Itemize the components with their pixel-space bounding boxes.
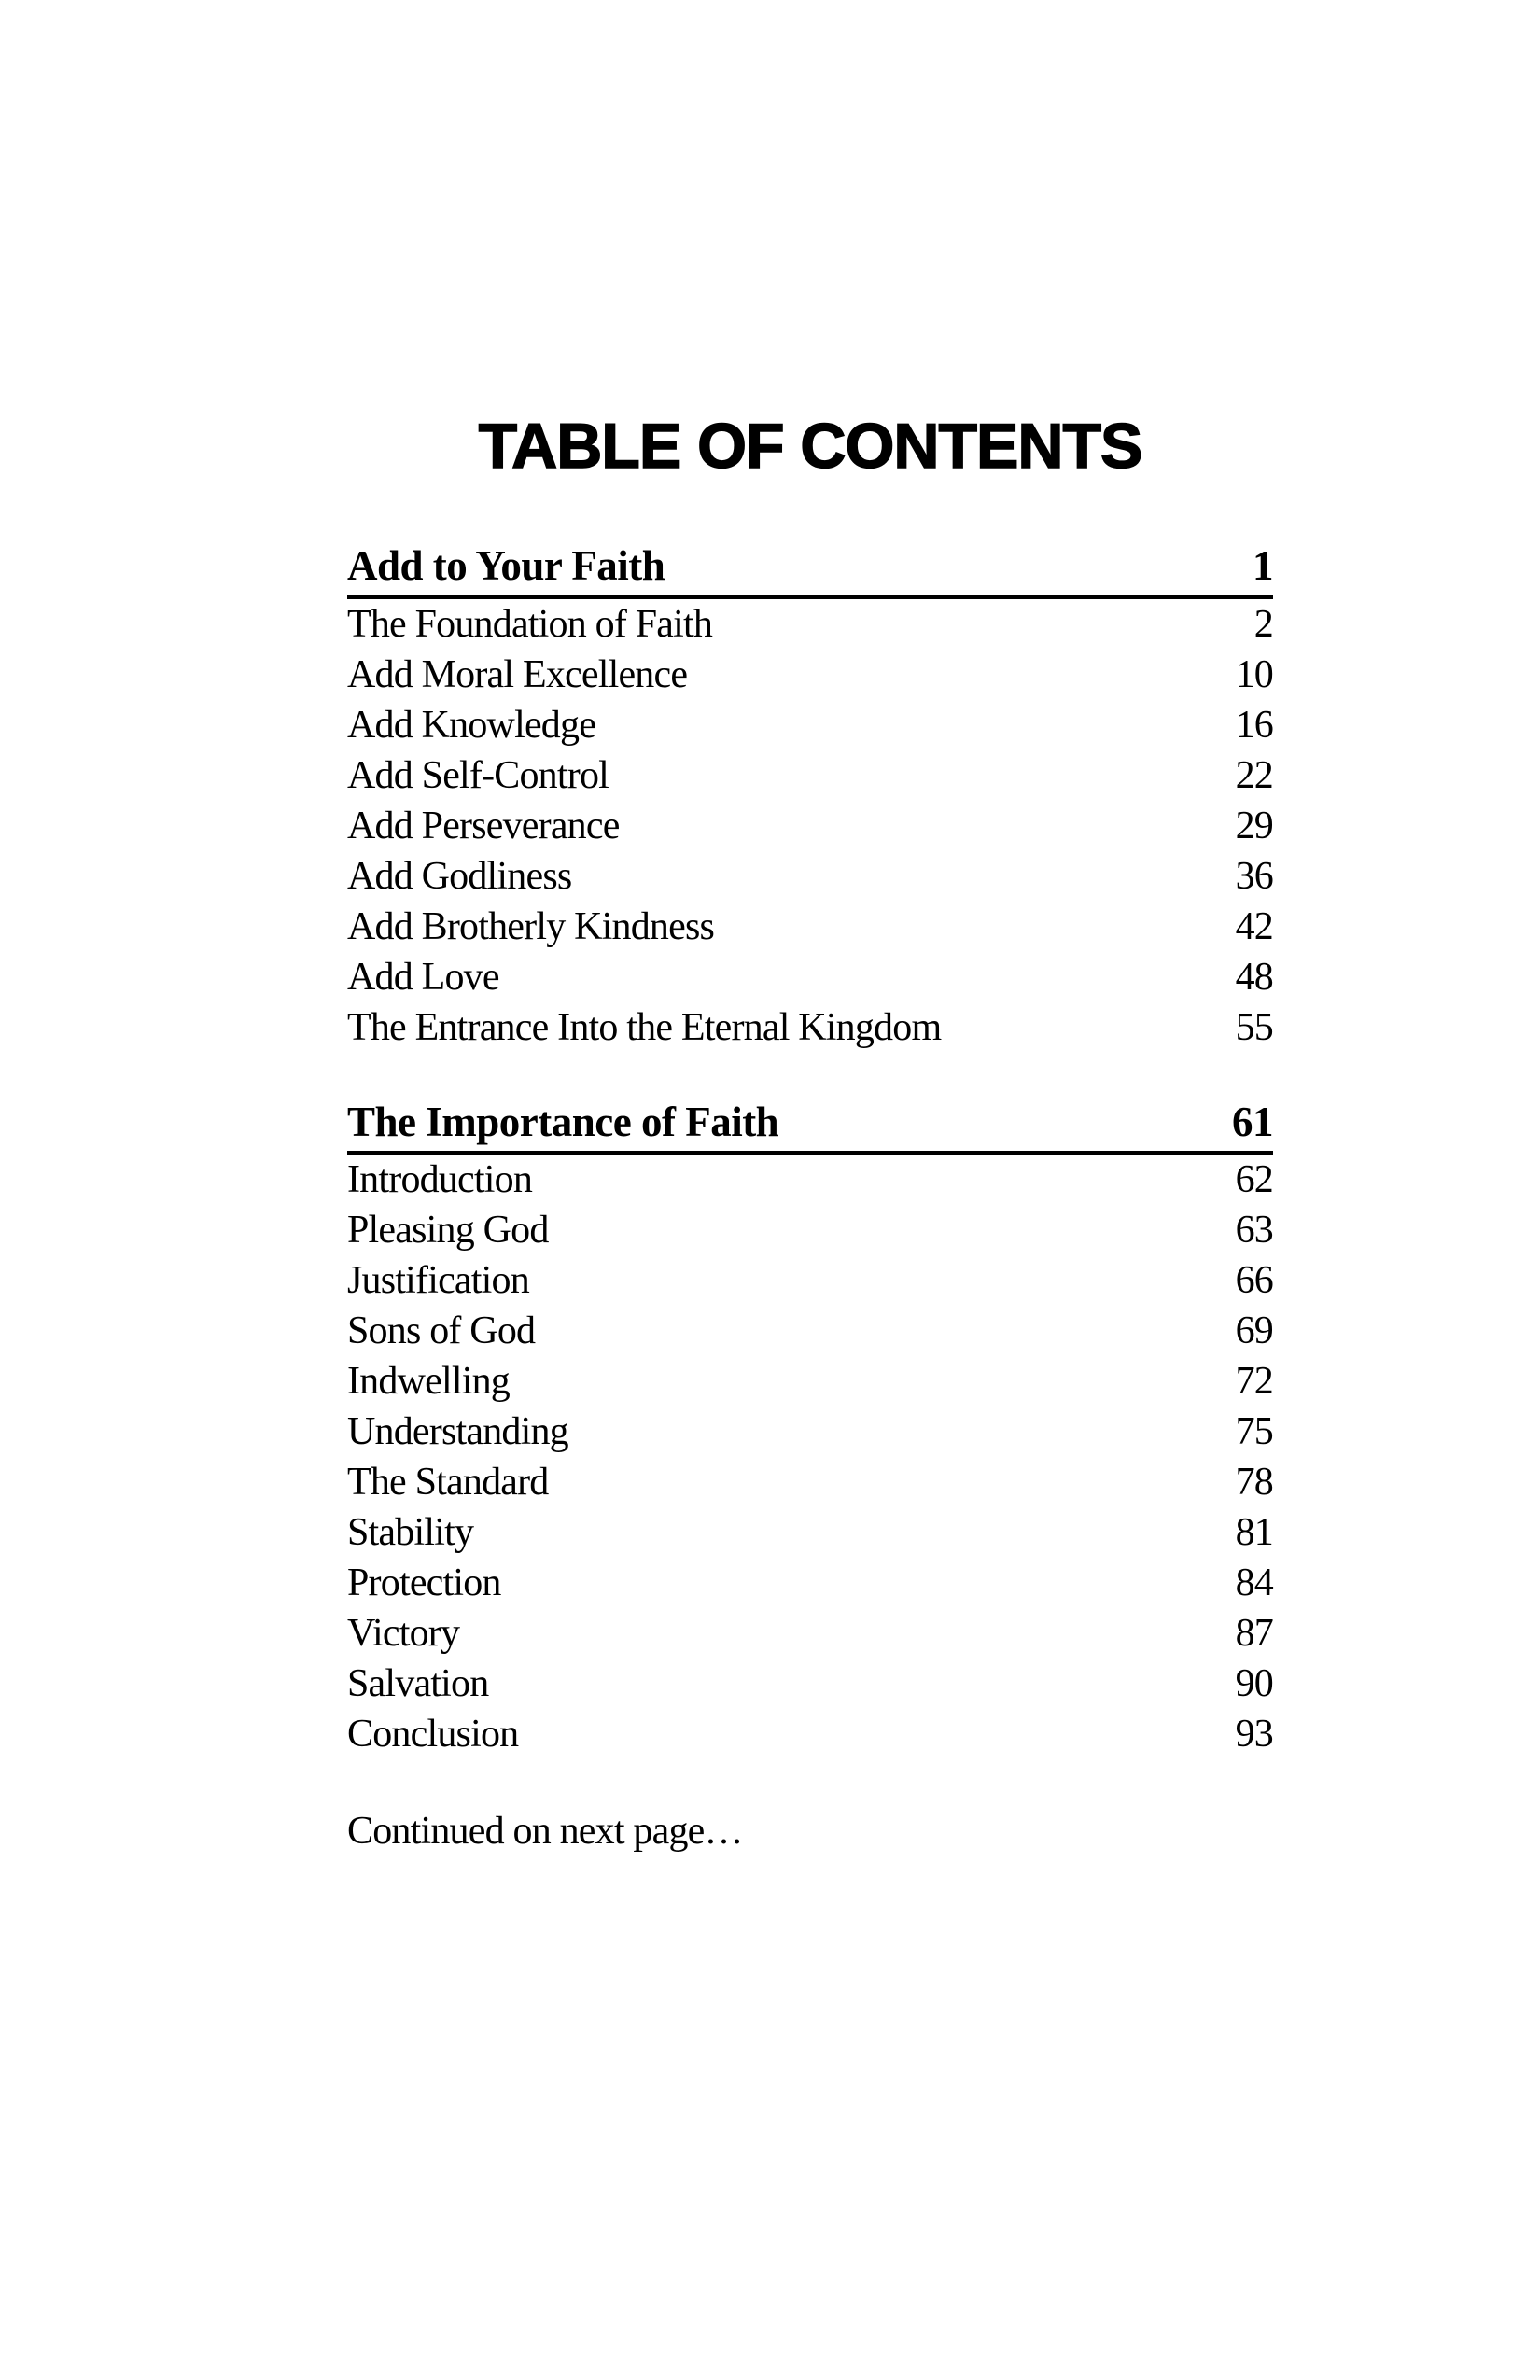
toc-entry-row bbox=[347, 1002, 1273, 1053]
page-title: TABLE OF CONTENTS bbox=[478, 411, 1142, 482]
toc-entry-page-number: 62 bbox=[1235, 1158, 1273, 1201]
toc-entry-row bbox=[347, 1507, 1273, 1558]
toc-entry-page-number: 78 bbox=[1235, 1461, 1273, 1504]
toc-entry-label: Introduction bbox=[347, 1158, 533, 1201]
toc-entry-row bbox=[347, 902, 1273, 952]
toc-entry-label: Sons of God bbox=[347, 1309, 536, 1352]
toc-entry-page-number: 72 bbox=[1235, 1360, 1273, 1403]
section-heading-row bbox=[347, 1099, 1273, 1155]
toc-entry-label: Victory bbox=[347, 1612, 460, 1655]
toc-entry-row bbox=[347, 1306, 1273, 1356]
toc-entry-page-number: 48 bbox=[1235, 955, 1273, 999]
toc-entry-row bbox=[347, 1457, 1273, 1507]
section-heading-page-number: 61 bbox=[1232, 1098, 1273, 1145]
toc-entry-row bbox=[347, 700, 1273, 750]
toc-entry-label: Add Godliness bbox=[347, 854, 572, 898]
toc-entry-label: Add Knowledge bbox=[347, 703, 596, 747]
toc-entry-label: Add Love bbox=[347, 955, 499, 999]
toc-entry-label: Salvation bbox=[347, 1662, 489, 1705]
toc-entry-row bbox=[347, 750, 1273, 801]
section-heading-row bbox=[347, 543, 1273, 599]
toc-sections bbox=[347, 543, 1273, 1759]
section-heading-page-number: 1 bbox=[1253, 542, 1273, 589]
toc-entry-page-number: 87 bbox=[1235, 1612, 1273, 1655]
toc-section bbox=[347, 1099, 1273, 1760]
toc-entry-label: Add Moral Excellence bbox=[347, 652, 688, 696]
toc-entry-page-number: 93 bbox=[1235, 1713, 1273, 1756]
toc-entry-row bbox=[347, 1608, 1273, 1659]
toc-entry-label: The Standard bbox=[347, 1461, 549, 1504]
section-heading-label: The Importance of Faith bbox=[347, 1098, 779, 1145]
toc-entry-label: The Entrance Into the Eternal Kingdom bbox=[347, 1005, 942, 1049]
toc-entry-page-number: 69 bbox=[1235, 1309, 1273, 1352]
toc-entry-page-number: 22 bbox=[1235, 753, 1273, 797]
toc-entry-label: Stability bbox=[347, 1511, 474, 1554]
toc-entry-label: Add Brotherly Kindness bbox=[347, 904, 715, 948]
toc-entry-row bbox=[347, 1407, 1273, 1457]
toc-entry-page-number: 29 bbox=[1235, 804, 1273, 847]
section-entries bbox=[347, 599, 1273, 1053]
toc-entry-page-number: 66 bbox=[1235, 1259, 1273, 1302]
toc-entry-label: Indwelling bbox=[347, 1360, 510, 1403]
toc-entry-page-number: 42 bbox=[1235, 904, 1273, 948]
toc-entry-label: Add Self-Control bbox=[347, 753, 609, 797]
toc-entry-row bbox=[347, 851, 1273, 902]
toc-entry-row bbox=[347, 1558, 1273, 1608]
toc-entry-row bbox=[347, 801, 1273, 851]
toc-entry-page-number: 84 bbox=[1235, 1561, 1273, 1604]
toc-entry-row bbox=[347, 1709, 1273, 1759]
continued-note: Continued on next page… bbox=[347, 1810, 743, 1853]
toc-section bbox=[347, 543, 1273, 1053]
toc-entry-label: Conclusion bbox=[347, 1713, 519, 1756]
toc-entry-label: Protection bbox=[347, 1561, 501, 1604]
toc-entry-page-number: 36 bbox=[1235, 854, 1273, 898]
section-entries bbox=[347, 1155, 1273, 1759]
toc-entry-row bbox=[347, 952, 1273, 1002]
toc-entry-page-number: 75 bbox=[1235, 1410, 1273, 1453]
toc-entry-label: Understanding bbox=[347, 1410, 568, 1453]
toc-entry-row bbox=[347, 599, 1273, 650]
toc-entry-page-number: 90 bbox=[1235, 1662, 1273, 1705]
toc-entry-row bbox=[347, 1659, 1273, 1709]
toc-entry-page-number: 2 bbox=[1253, 602, 1273, 646]
toc-entry-page-number: 63 bbox=[1235, 1209, 1273, 1252]
toc-entry-page-number: 10 bbox=[1235, 652, 1273, 696]
section-heading-label: Add to Your Faith bbox=[347, 542, 665, 589]
toc-entry-row bbox=[347, 1356, 1273, 1407]
toc-entry-label: The Foundation of Faith bbox=[347, 602, 713, 646]
toc-entry-label: Add Perseverance bbox=[347, 804, 620, 847]
toc-entry-page-number: 16 bbox=[1235, 703, 1273, 747]
toc-entry-page-number: 55 bbox=[1235, 1005, 1273, 1049]
toc-entry-row bbox=[347, 1155, 1273, 1205]
toc-entry-label: Justification bbox=[347, 1259, 529, 1302]
toc-entry-row bbox=[347, 650, 1273, 700]
toc-entry-page-number: 81 bbox=[1235, 1511, 1273, 1554]
toc-entry-row bbox=[347, 1255, 1273, 1306]
toc-entry-label: Pleasing God bbox=[347, 1209, 549, 1252]
toc-entry-row bbox=[347, 1205, 1273, 1255]
toc-content bbox=[347, 411, 1273, 1856]
